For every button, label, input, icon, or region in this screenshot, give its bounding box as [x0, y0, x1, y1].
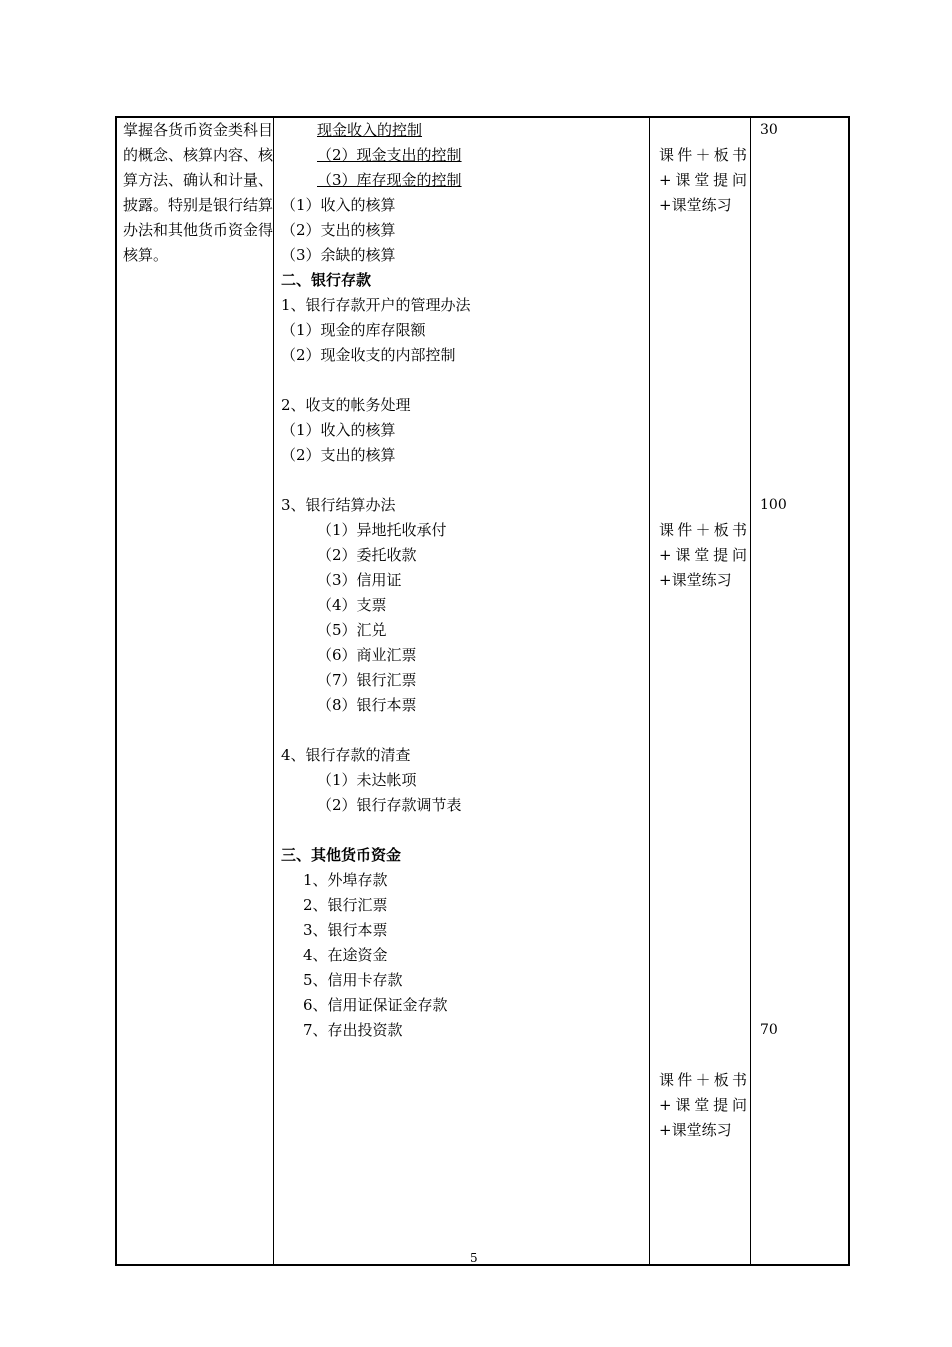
content-line: （6）商业汇票: [317, 646, 417, 664]
content-line: 2、银行汇票: [303, 896, 388, 914]
content-line: 4、银行存款的清查: [281, 746, 411, 764]
objective-cell: 掌握各货币资金类科目的概念、核算内容、核算方法、确认和计量、披露。特别是银行结算办法和其他货币资金得核算。: [123, 121, 274, 264]
teaching-method: 课件＋板书+课堂提问+课堂练习: [659, 1071, 747, 1139]
content-line: （2）支出的核算: [281, 446, 396, 464]
content-line: （3）信用证: [317, 571, 402, 589]
content-line: 1、银行存款开户的管理办法: [281, 296, 471, 314]
content-line: （7）银行汇票: [317, 671, 417, 689]
content-line: （1）收入的核算: [281, 421, 396, 439]
page-number: 5: [470, 1251, 478, 1265]
blank-line: [281, 368, 651, 393]
class-hours: 70: [760, 1022, 778, 1038]
content-line: 3、银行本票: [303, 921, 388, 939]
content-line: （2）银行存款调节表: [317, 796, 462, 814]
teaching-method: 课件＋板书+课堂提问+课堂练习: [659, 146, 747, 214]
blank-line: [281, 818, 651, 843]
column-divider: [750, 118, 751, 1264]
content-line: （1）未达帐项: [317, 771, 417, 789]
content-line: 2、收支的帐务处理: [281, 396, 411, 414]
content-line: 1、外埠存款: [303, 871, 388, 889]
content-line: （8）银行本票: [317, 696, 417, 714]
content-line: 5、信用卡存款: [303, 971, 403, 989]
column-divider: [273, 118, 274, 1264]
content-line: （1）现金的库存限额: [281, 321, 426, 339]
content-line: （3）库存现金的控制: [317, 171, 462, 189]
content-line: （1）收入的核算: [281, 196, 396, 214]
content-line: 7、存出投资款: [303, 1021, 403, 1039]
class-hours: 30: [760, 122, 778, 138]
content-line: 6、信用证保证金存款: [303, 996, 448, 1014]
content-line: （4）支票: [317, 596, 387, 614]
content-line: 现金收入的控制: [317, 121, 423, 139]
blank-line: [281, 468, 651, 493]
content-cell: [281, 118, 651, 1043]
teaching-method: 课件＋板书+课堂提问+课堂练习: [659, 521, 747, 589]
blank-line: [281, 718, 651, 743]
content-line: （2）现金收支的内部控制: [281, 346, 456, 364]
content-line: （2）现金支出的控制: [317, 146, 462, 164]
content-line: （3）余缺的核算: [281, 246, 396, 264]
section-heading: 三、其他货币资金: [281, 846, 402, 864]
section-heading: 二、银行存款: [281, 271, 372, 289]
content-line: （2）委托收款: [317, 546, 417, 564]
lesson-table: [115, 116, 850, 1266]
content-line: （2）支出的核算: [281, 221, 396, 239]
content-line: （1）异地托收承付: [317, 521, 447, 539]
content-line: （5）汇兑: [317, 621, 387, 639]
content-line: 4、在途资金: [303, 946, 388, 964]
class-hours: 100: [760, 497, 787, 513]
content-line: 3、银行结算办法: [281, 496, 396, 514]
